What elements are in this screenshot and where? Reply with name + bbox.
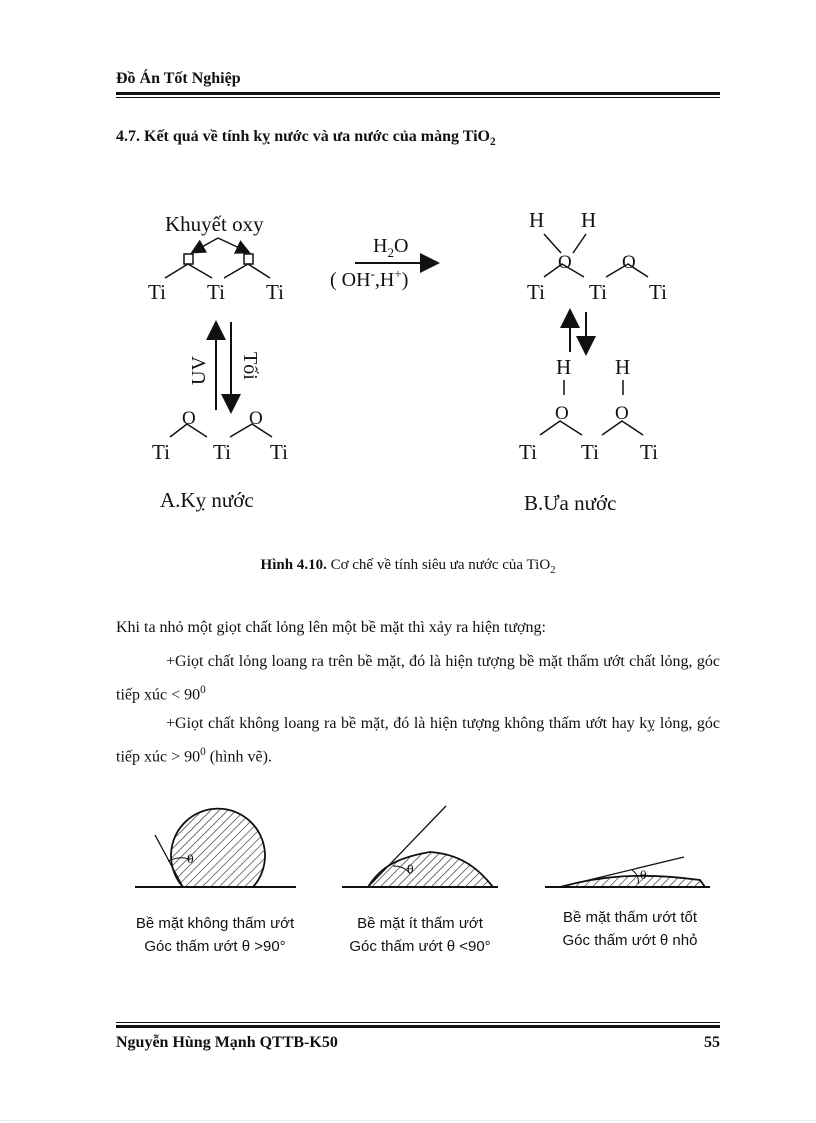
left-caption: A.Kỵ nước <box>160 488 254 512</box>
cond-open: ( OH <box>330 269 371 291</box>
page-footer <box>116 1034 720 1052</box>
vacancy-box <box>244 254 253 264</box>
ti-atom: Ti <box>207 280 225 304</box>
o-atom: O <box>558 252 572 273</box>
right-caption: B.Ưa nước <box>524 491 617 515</box>
wetting-label-nonwetting: Bề mặt không thấm ướt Góc thấm ướt θ >90° <box>135 915 295 956</box>
h2o-o: O <box>393 235 409 257</box>
footer-rule <box>116 1022 720 1028</box>
wetting-label-partial: Bề mặt ít thấm ướt Góc thấm ướt θ <90° <box>349 915 491 956</box>
h-atom: H <box>556 355 572 379</box>
cond-close: ) <box>401 269 409 291</box>
footer-author: Nguyễn Hùng Mạnh QTTB-K50 <box>116 1034 338 1051</box>
theta-label: θ <box>407 863 414 876</box>
tio2-mechanism-diagram <box>0 0 816 560</box>
section-title: 4.7. Kết quả về tính kỵ nước và ưa nước của màng TiO$_2$ <box>116 128 496 149</box>
ti-atom: Ti <box>152 440 170 464</box>
ti-atom: Ti <box>270 440 288 464</box>
o-atom: O <box>182 408 196 429</box>
theta-label: θ <box>187 853 194 866</box>
droplet-nonwetting <box>171 809 265 887</box>
ti-atom: Ti <box>640 440 658 464</box>
ti-atom: Ti <box>527 280 545 304</box>
cond-sup2: + <box>394 266 402 281</box>
page-edge <box>0 1120 816 1121</box>
o-atom: O <box>615 403 629 424</box>
page-number: 55 <box>704 1034 720 1051</box>
h-atom: H <box>615 355 631 379</box>
ti-atom: Ti <box>649 280 667 304</box>
droplet-partial <box>368 852 493 887</box>
theta-label: θ <box>640 869 647 882</box>
cond-mid: ,H <box>374 269 395 291</box>
figure-caption: Hình 4.10. Cơ chế về tính siêu ưa nước của TiO$_2$ <box>260 557 556 576</box>
ti-atom: Ti <box>589 280 607 304</box>
page-header-title: Đồ Án Tốt Nghiệp <box>116 70 241 87</box>
ti-atom: Ti <box>213 440 231 464</box>
ti-atom: Ti <box>266 280 284 304</box>
paragraph-wetting: +Giọt chất lỏng loang ra trên bề mặt, đó là hiện tượng bề mặt thấm ướt chất lỏng, góc tiếp xúc < $90^0$ <box>116 653 720 704</box>
toi-label: Tối <box>239 352 261 380</box>
wetting-label-good: Bề mặt thấm ướt tốt Góc thấm ướt θ nhỏ <box>562 909 698 950</box>
svg-text:( OH-,H+) <box>330 266 408 291</box>
h-atom: H <box>529 208 545 232</box>
vacancy-box <box>184 254 193 264</box>
h2o-h: H <box>373 235 388 257</box>
o-atom: O <box>555 403 569 424</box>
ti-atom: Ti <box>581 440 599 464</box>
ti-atom: Ti <box>519 440 537 464</box>
svg-text:H2O <box>373 235 408 260</box>
paragraph-intro: Khi ta nhỏ một giọt chất lỏng lên một bề mặt thì xảy ra hiện tượng: <box>116 619 546 636</box>
wetting-angle-figures <box>0 800 816 910</box>
o-atom: O <box>249 408 263 429</box>
uv-label: UV <box>188 356 210 385</box>
h-atom: H <box>581 208 597 232</box>
cond-sup1: - <box>370 266 375 281</box>
ti-atom: Ti <box>148 280 166 304</box>
paragraph-nonwetting: +Giọt chất không loang ra bề mặt, đó là hiện tượng không thấm ướt hay kỵ lỏng, góc tiếp xúc > $90^0$ (hình vẽ). <box>116 715 720 766</box>
o-atom: O <box>622 252 636 273</box>
khuyet-oxy-label: Khuyết oxy <box>165 212 264 236</box>
h2o-sub: 2 <box>387 245 394 260</box>
